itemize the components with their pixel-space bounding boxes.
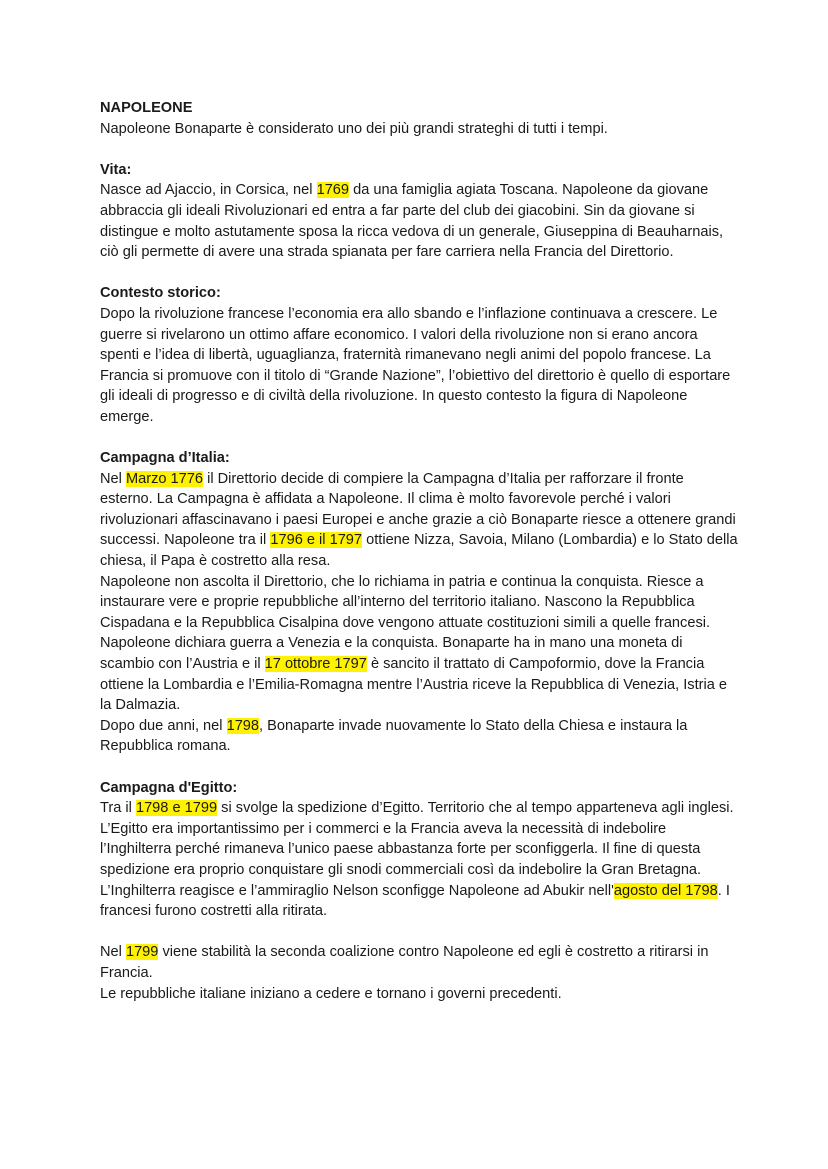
section-heading-egitto: Campagna d'Egitto: — [100, 779, 238, 796]
egitto-paragraph-2: L’Inghilterra reagisce e l’ammiraglio Nelson sconfigge Napoleone ad Abukir nell'agosto del 1798. I francesi furono costretti alla ritirata. — [100, 882, 730, 920]
document-title: NAPOLEONE — [100, 100, 193, 116]
document-page — [100, 98, 740, 1004]
contesto-paragraph: Dopo la rivoluzione francese l’economia era allo sbando e l’inflazione continuava a crescere. Le guerre si rivelarono un ottimo affare economico. I valori della rivoluzione non si erano ancora spenti e l’idea di libertà, uguaglianza, fraternità rimanevano negli animi del popolo francese. La Francia si promuove con il titolo di “Grande Nazione”, l’obiettivo del direttorio è quello di esportare gli ideali di progresso e di civiltà della rivoluzione. In questo contesto la figura di Napoleone emerge. — [100, 305, 731, 425]
highlight-date: 1799 — [125, 944, 159, 961]
italia-paragraph-2: Napoleone non ascolta il Direttorio, che lo richiama in patria e continua la conquista. Riesce a instaurare vere e proprie repubbliche all’interno del territorio italiano. Nascono la Repubblica Cispadana e la Repubblica Cisalpina dove vengono attuate costituzioni simili a quelle francesi. — [100, 573, 711, 631]
italia-paragraph-4: Dopo due anni, nel 1798, Bonaparte invade nuovamente lo Stato della Chiesa e instaura la Repubblica romana. — [100, 717, 688, 755]
highlight-date: agosto del 1798 — [613, 882, 718, 899]
highlight-date: 1798 e 1799 — [135, 800, 218, 817]
section-heading-vita: Vita: — [100, 161, 132, 178]
highlight-date: 17 ottobre 1797 — [264, 656, 367, 673]
section-heading-contesto: Contesto storico: — [100, 285, 221, 302]
vita-paragraph: Nasce ad Ajaccio, in Corsica, nel 1769 da una famiglia agiata Toscana. Napoleone da giovane abbraccia gli ideali Rivoluzionari ed entra a far parte del club dei giacobini. Sin da giovane si distingue e molto astutamente sposa la ricca vedova di un generale, Giuseppina di Beauharnais, ciò gli permette di avere una strada spianata per fare carriera nella Francia del Direttorio. — [100, 182, 724, 261]
highlight-date: 1798 — [226, 717, 260, 734]
section-heading-italia: Campagna d’Italia: — [100, 450, 230, 467]
highlight-date: Marzo 1776 — [125, 470, 204, 487]
finale-paragraph-1: Nel 1799 viene stabilità la seconda coalizione contro Napoleone ed egli è costretto a ritirarsi in Francia. — [100, 944, 709, 981]
finale-paragraph-2: Le repubbliche italiane iniziano a cedere e tornano i governi precedenti. — [100, 985, 562, 1002]
italia-paragraph-3: Napoleone dichiara guerra a Venezia e la conquista. Bonaparte ha in mano una moneta di scambio con l’Austria e il 17 ottobre 1797 è sancito il trattato di Campoformio, dove la Francia ottiene la Lombardia e l’Emilia-Romagna mentre l’Austria riceve la Repubblica di Venezia, Istria e la Dalmazia. — [100, 635, 728, 714]
highlight-date: 1769 — [316, 182, 350, 199]
intro-paragraph: Napoleone Bonaparte è considerato uno dei più grandi strateghi di tutti i tempi. — [100, 120, 608, 137]
egitto-paragraph-1: Tra il 1798 e 1799 si svolge la spedizione d’Egitto. Territorio che al tempo apparteneva agli inglesi. L’Egitto era importantissimo per i commerci e la Francia aveva la necessità di indebolire l’Inghilterra perché rimaneva l’unico paese abbastanza forte per sconfiggerla. Il fine di questa spedizione era proprio conquistare gli snodi commerciali così da indebolire la Gran Bretagna. — [100, 800, 734, 878]
italia-paragraph-1: Nel Marzo 1776 il Direttorio decide di compiere la Campagna d’Italia per rafforzare il fronte esterno. La Campagna è affidata a Napoleone. Il clima è molto favorevole perché i valori rivoluzionari affascinavano i paesi Europei e anche grazie a ciò Bonaparte riesce a ottenere grandi successi. Napoleone tra il 1796 e il 1797 ottiene Nizza, Savoia, Milano (Lombardia) e lo Stato della chiesa, il Papa è costretto alla resa. — [100, 470, 738, 570]
highlight-date: 1796 e il 1797 — [270, 532, 363, 549]
